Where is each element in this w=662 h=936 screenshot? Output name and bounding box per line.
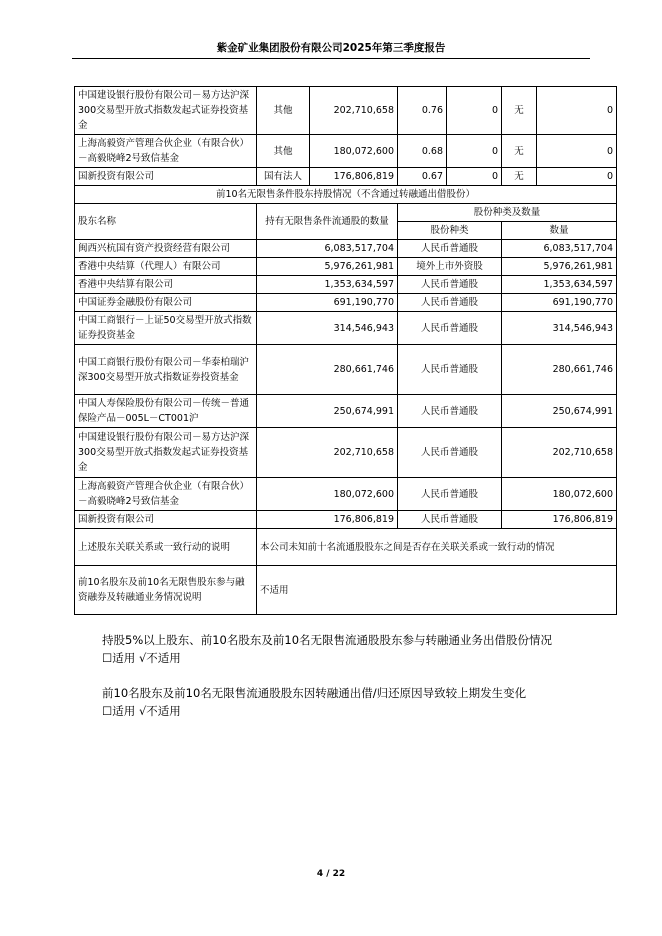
shareholder-nature: 其他 bbox=[257, 135, 310, 168]
note-2-text: 前10名股东及前10名无限售流通股股东因转融通出借/归还原因导致较上期发生变化 bbox=[102, 686, 527, 700]
table-row bbox=[75, 478, 617, 511]
table-row bbox=[75, 312, 617, 345]
share-type: 境外上市外资股 bbox=[398, 258, 502, 276]
shareholder-nature: 其他 bbox=[257, 87, 310, 135]
col-name-header: 股东名称 bbox=[75, 204, 257, 240]
shareholder-name: 中国证券金融股份有限公司 bbox=[75, 294, 257, 312]
shareholder-name: 香港中央结算有限公司 bbox=[75, 276, 257, 294]
table-row bbox=[75, 511, 617, 529]
margin-value: 不适用 bbox=[257, 566, 617, 615]
table-row bbox=[75, 395, 617, 428]
shareholder-name: 上海高毅资产管理合伙企业（有限合伙）－高毅晓峰2号致信基金 bbox=[75, 478, 257, 511]
holding-percent: 0.76 bbox=[398, 87, 447, 135]
pledge-status: 无 bbox=[502, 168, 537, 186]
report-header: 紫金矿业集团股份有限公司2025年第三季度报告 bbox=[216, 42, 446, 54]
pledge-quantity: 0 bbox=[537, 135, 617, 168]
margin-label: 前10名股东及前10名无限售股东参与融资融券及转融通业务情况说明 bbox=[75, 566, 257, 615]
share-type: 人民币普通股 bbox=[398, 312, 502, 345]
share-type: 人民币普通股 bbox=[398, 395, 502, 428]
share-type: 人民币普通股 bbox=[398, 478, 502, 511]
shareholder-name: 中国建设银行股份有限公司－易方达沪深300交易型开放式指数发起式证券投资基金 bbox=[75, 428, 257, 478]
unrestricted-shares: 180,072,600 bbox=[257, 478, 398, 511]
share-quantity: 1,353,634,597 bbox=[502, 276, 617, 294]
restricted-shares: 0 bbox=[447, 87, 502, 135]
related-row bbox=[75, 529, 617, 566]
note-1-options: ☐适用 √不适用 bbox=[102, 651, 181, 665]
top10-cont-body bbox=[75, 87, 617, 186]
unrestricted-shares: 280,661,746 bbox=[257, 345, 398, 395]
share-type: 人民币普通股 bbox=[398, 511, 502, 529]
unrestricted-shares: 202,710,658 bbox=[257, 428, 398, 478]
section-title: 前10名无限售条件股东持股情况（不含通过转融通出借股份） bbox=[75, 186, 617, 204]
shareholder-name: 香港中央结算（代理人）有限公司 bbox=[75, 258, 257, 276]
share-type: 人民币普通股 bbox=[398, 428, 502, 478]
share-type: 人民币普通股 bbox=[398, 345, 502, 395]
section-title-row bbox=[75, 186, 617, 204]
table-row bbox=[75, 276, 617, 294]
shareholder-name: 中国工商银行－上证50交易型开放式指数证券投资基金 bbox=[75, 312, 257, 345]
col-qty-header: 数量 bbox=[502, 222, 617, 240]
share-quantity: 280,661,746 bbox=[502, 345, 617, 395]
share-quantity: 691,190,770 bbox=[502, 294, 617, 312]
shareholder-name: 国新投资有限公司 bbox=[75, 511, 257, 529]
table-row bbox=[75, 294, 617, 312]
note-1 bbox=[102, 631, 552, 667]
shareholder-table bbox=[74, 86, 617, 615]
shareholder-name: 国新投资有限公司 bbox=[75, 168, 257, 186]
related-value: 本公司未知前十名流通股股东之间是否存在关联关系或一致行动的情况 bbox=[257, 529, 617, 566]
unrestricted-shares: 314,546,943 bbox=[257, 312, 398, 345]
share-quantity: 5,976,261,981 bbox=[502, 258, 617, 276]
note-2-options: ☐适用 √不适用 bbox=[102, 704, 181, 718]
table-row bbox=[75, 240, 617, 258]
table-row bbox=[75, 428, 617, 478]
restricted-shares: 0 bbox=[447, 135, 502, 168]
shares-held: 202,710,658 bbox=[310, 87, 398, 135]
table-row bbox=[75, 258, 617, 276]
pledge-status: 无 bbox=[502, 87, 537, 135]
shareholder-name: 闽西兴杭国有资产投资经营有限公司 bbox=[75, 240, 257, 258]
shareholder-nature: 国有法人 bbox=[257, 168, 310, 186]
unrestricted-shares: 5,976,261,981 bbox=[257, 258, 398, 276]
unrestricted-section bbox=[75, 186, 617, 240]
shareholder-name: 中国人寿保险股份有限公司－传统－普通保险产品－005L－CT001沪 bbox=[75, 395, 257, 428]
share-quantity: 314,546,943 bbox=[502, 312, 617, 345]
unrestricted-shares: 691,190,770 bbox=[257, 294, 398, 312]
restricted-shares: 0 bbox=[447, 168, 502, 186]
shares-held: 180,072,600 bbox=[310, 135, 398, 168]
shareholder-name: 中国建设银行股份有限公司－易方达沪深300交易型开放式指数发起式证券投资基金 bbox=[75, 87, 257, 135]
unrestricted-shares: 1,353,634,597 bbox=[257, 276, 398, 294]
unrestricted-shares: 176,806,819 bbox=[257, 511, 398, 529]
note-1-text: 持股5%以上股东、前10名股东及前10名无限售流通股股东参与转融通业务出借股份情况 bbox=[102, 633, 553, 647]
holding-percent: 0.68 bbox=[398, 135, 447, 168]
header-row bbox=[75, 204, 617, 222]
table-row bbox=[75, 87, 617, 135]
table-row bbox=[75, 345, 617, 395]
notes-section bbox=[75, 529, 617, 615]
table-row bbox=[75, 135, 617, 168]
pledge-status: 无 bbox=[502, 135, 537, 168]
col-type-group-header: 股份种类及数量 bbox=[398, 204, 617, 222]
pledge-quantity: 0 bbox=[537, 168, 617, 186]
shareholder-name: 中国工商银行股份有限公司－华泰柏瑞沪深300交易型开放式指数证券投资基金 bbox=[75, 345, 257, 395]
share-quantity: 250,674,991 bbox=[502, 395, 617, 428]
share-quantity: 6,083,517,704 bbox=[502, 240, 617, 258]
unrestricted-shares: 6,083,517,704 bbox=[257, 240, 398, 258]
header-divider bbox=[72, 58, 590, 59]
unrestricted-shares: 250,674,991 bbox=[257, 395, 398, 428]
share-quantity: 180,072,600 bbox=[502, 478, 617, 511]
holding-percent: 0.67 bbox=[398, 168, 447, 186]
unrestricted-rows bbox=[75, 240, 617, 529]
shares-held: 176,806,819 bbox=[310, 168, 398, 186]
share-quantity: 176,806,819 bbox=[502, 511, 617, 529]
share-type: 人民币普通股 bbox=[398, 294, 502, 312]
share-quantity: 202,710,658 bbox=[502, 428, 617, 478]
related-label: 上述股东关联关系或一致行动的说明 bbox=[75, 529, 257, 566]
pledge-quantity: 0 bbox=[537, 87, 617, 135]
note-2 bbox=[102, 684, 526, 720]
page-number: 4 / 22 bbox=[316, 869, 346, 879]
margin-row bbox=[75, 566, 617, 615]
share-type: 人民币普通股 bbox=[398, 240, 502, 258]
share-type: 人民币普通股 bbox=[398, 276, 502, 294]
table-row bbox=[75, 168, 617, 186]
shareholder-name: 上海高毅资产管理合伙企业（有限合伙）－高毅晓峰2号致信基金 bbox=[75, 135, 257, 168]
col-shares-header: 持有无限售条件流通股的数量 bbox=[257, 204, 398, 240]
col-type-header: 股份种类 bbox=[398, 222, 502, 240]
